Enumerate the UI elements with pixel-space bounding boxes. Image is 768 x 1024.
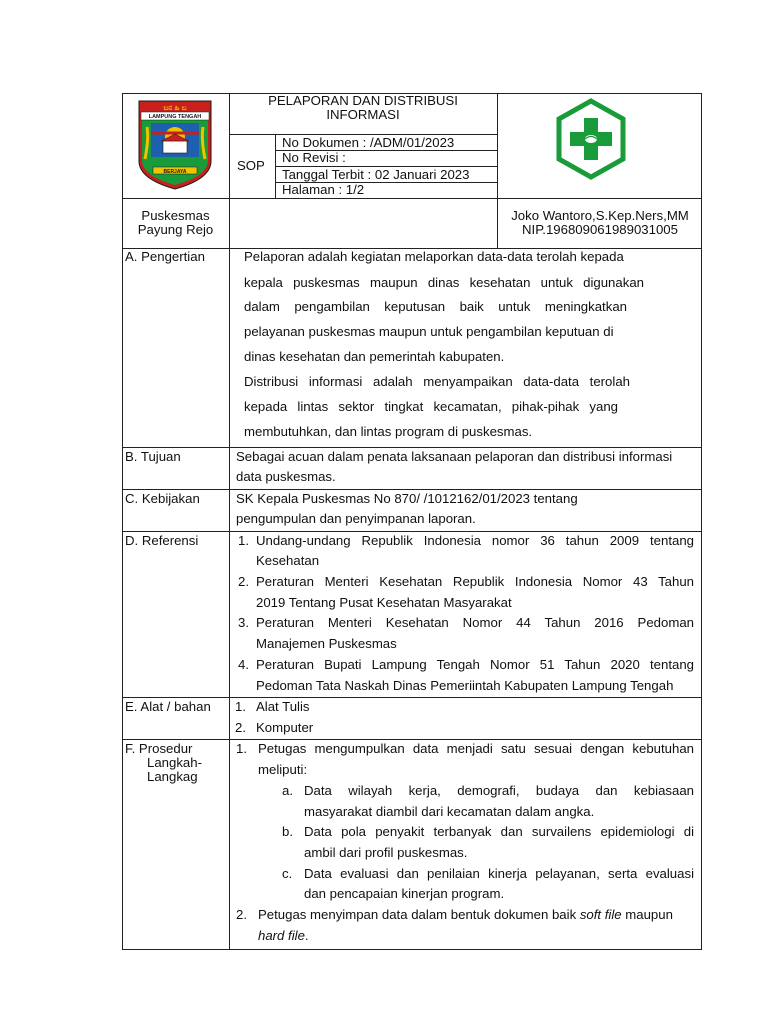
substep-text: Data wilayah kerja, demografi, budaya dan kebiasaan	[304, 783, 694, 798]
sep-referensi	[122, 697, 702, 698]
section-label-alat: E. Alat / bahan	[125, 699, 211, 714]
pengertian-line: kepada lintas sektor tingkat kecamatan, pihak-pihak yang	[244, 399, 618, 414]
signer-name: Joko Wantoro,S.Kep.Ners,MM	[511, 208, 689, 223]
org-name-line2: Payung Rejo	[137, 222, 214, 237]
referensi-item: Peraturan Menteri Kesehatan Republik Indonesia Nomor 43 Tahun	[256, 574, 694, 589]
referensi-item-cont: Kesehatan	[256, 553, 320, 568]
substep-text: Data evaluasi dan penilaian kinerja pelayanan, serta evaluasi	[304, 866, 694, 881]
border-bottom	[122, 949, 702, 950]
pengertian-line: Distribusi informasi adalah menyampaikan data-data terolah	[244, 374, 630, 389]
org-name-line1: Puskesmas	[141, 208, 210, 223]
no-dokumen: No Dokumen : /ADM/01/2023	[282, 135, 455, 150]
section-label-prosedur-3: Langkag	[147, 769, 198, 784]
lampung-tengah-logo	[135, 99, 215, 191]
step-text: Petugas mengumpulkan data menjadi satu sesuai dengan kebutuhan	[258, 741, 694, 756]
sop-label: SOP	[237, 158, 265, 173]
tujuan-line: data puskesmas.	[236, 469, 336, 484]
substep-text: Data pola penyakit terbanyak dan survailens epidemiologi di	[304, 824, 694, 839]
referensi-item: Peraturan Bupati Lampung Tengah Nomor 51 Tahun 2020 tentang	[256, 657, 694, 672]
alat-num: 2.	[235, 720, 246, 735]
alat-num: 1.	[235, 699, 246, 714]
sep-tujuan	[122, 489, 702, 490]
step2-text-c: maupun	[621, 907, 673, 922]
step2-soft-file: soft file	[579, 907, 622, 922]
step-text	[258, 907, 673, 923]
referensi-item: Undang-undang Republik Indonesia nomor 36 tahun 2009 tentang	[256, 533, 694, 548]
signer-nip: NIP.196809061989031005	[522, 222, 678, 237]
pengertian-line: dalam pengambilan keputusan baik untuk meningkatkan	[244, 299, 627, 314]
tujuan-line: Sebagai acuan dalam penata laksanaan pelaporan dan distribusi informasi	[236, 449, 673, 464]
pengertian-line: kepala puskesmas maupun dinas kesehatan untuk digunakan	[244, 275, 644, 290]
step-text-cont	[258, 928, 309, 944]
substep-num: c.	[282, 866, 293, 881]
sep-pengertian	[122, 447, 702, 448]
step2-text-a: Petugas menyimpan data dalam bentuk dokumen baik	[258, 907, 580, 922]
pengertian-line: pelayanan puskesmas maupun untuk pengambilan keputuan di	[244, 324, 614, 339]
step-num: 2.	[236, 907, 247, 922]
referensi-num: 2.	[238, 574, 249, 589]
header-right-divider	[497, 93, 498, 248]
section-label-prosedur: F. Prosedur	[125, 741, 193, 756]
kebijakan-line: pengumpulan dan penyimpanan laporan.	[236, 511, 476, 526]
pengertian-line: dinas kesehatan dan pemerintah kabupaten.	[244, 349, 505, 364]
referensi-num: 1.	[238, 533, 249, 548]
tanggal-terbit: Tanggal Terbit : 02 Januari 2023	[282, 167, 470, 182]
sep-kebijakan	[122, 531, 702, 532]
substep-text-cont: ambil dari profil puskesmas.	[304, 845, 468, 860]
section-label-referensi: D. Referensi	[125, 533, 199, 548]
sep-alat	[122, 739, 702, 740]
kemenkes-logo	[555, 98, 627, 180]
step-text-cont: meliputi:	[258, 762, 308, 777]
section-label-pengertian: A. Pengertian	[125, 249, 205, 264]
step2-hard-file: hard file	[258, 928, 305, 943]
doc-title-line2: INFORMASI	[326, 107, 400, 122]
kebijakan-line: SK Kepala Puskesmas No 870/ /1012162/01/2023 tentang	[236, 491, 578, 506]
referensi-num: 4.	[238, 657, 249, 672]
section-label-kebijakan: C. Kebijakan	[125, 491, 200, 506]
alat-item: Komputer	[256, 720, 314, 735]
substep-text-cont: masyarakat diambil dari kecamatan dalam angka.	[304, 804, 595, 819]
substep-num: a.	[282, 783, 293, 798]
svg-text:BERJAYA: BERJAYA	[163, 169, 187, 175]
referensi-num: 3.	[238, 615, 249, 630]
section-label-prosedur-2: Langkah-	[147, 755, 202, 770]
pengertian-line: Pelaporan adalah kegiatan melaporkan data-data terolah kepada	[244, 249, 624, 264]
referensi-item-cont: Manajemen Puskesmas	[256, 636, 397, 651]
no-revisi: No Revisi :	[282, 150, 346, 165]
step2-period: .	[304, 928, 309, 943]
referensi-item: Peraturan Menteri Kesehatan Nomor 44 Tahun 2016 Pedoman	[256, 615, 694, 630]
referensi-item-cont: 2019 Tentang Pusat Kesehatan Masyarakat	[256, 595, 512, 610]
label-column-divider	[229, 93, 230, 950]
substep-text-cont: dan pencapaian kinerjan program.	[304, 886, 505, 901]
halaman: Halaman : 1/2	[282, 182, 365, 197]
svg-text:ಬನ ಹಿ ಬ: ಬನ ಹಿ ಬ	[163, 104, 187, 112]
svg-text:LAMPUNG TENGAH: LAMPUNG TENGAH	[148, 114, 202, 120]
step-num: 1.	[236, 741, 247, 756]
alat-item: Alat Tulis	[256, 699, 310, 714]
section-label-tujuan: B. Tujuan	[125, 449, 181, 464]
doc-title-line1: PELAPORAN DAN DISTRIBUSI	[268, 93, 458, 108]
header-bottom-line	[122, 198, 702, 199]
substep-num: b.	[282, 824, 293, 839]
referensi-item-cont: Pedoman Tata Naskah Dinas Pemeriintah Kabupaten Lampung Tengah	[256, 678, 674, 693]
border-right	[701, 93, 702, 950]
pengertian-line: membutuhkan, dan lintas program di puskesmas.	[244, 424, 533, 439]
